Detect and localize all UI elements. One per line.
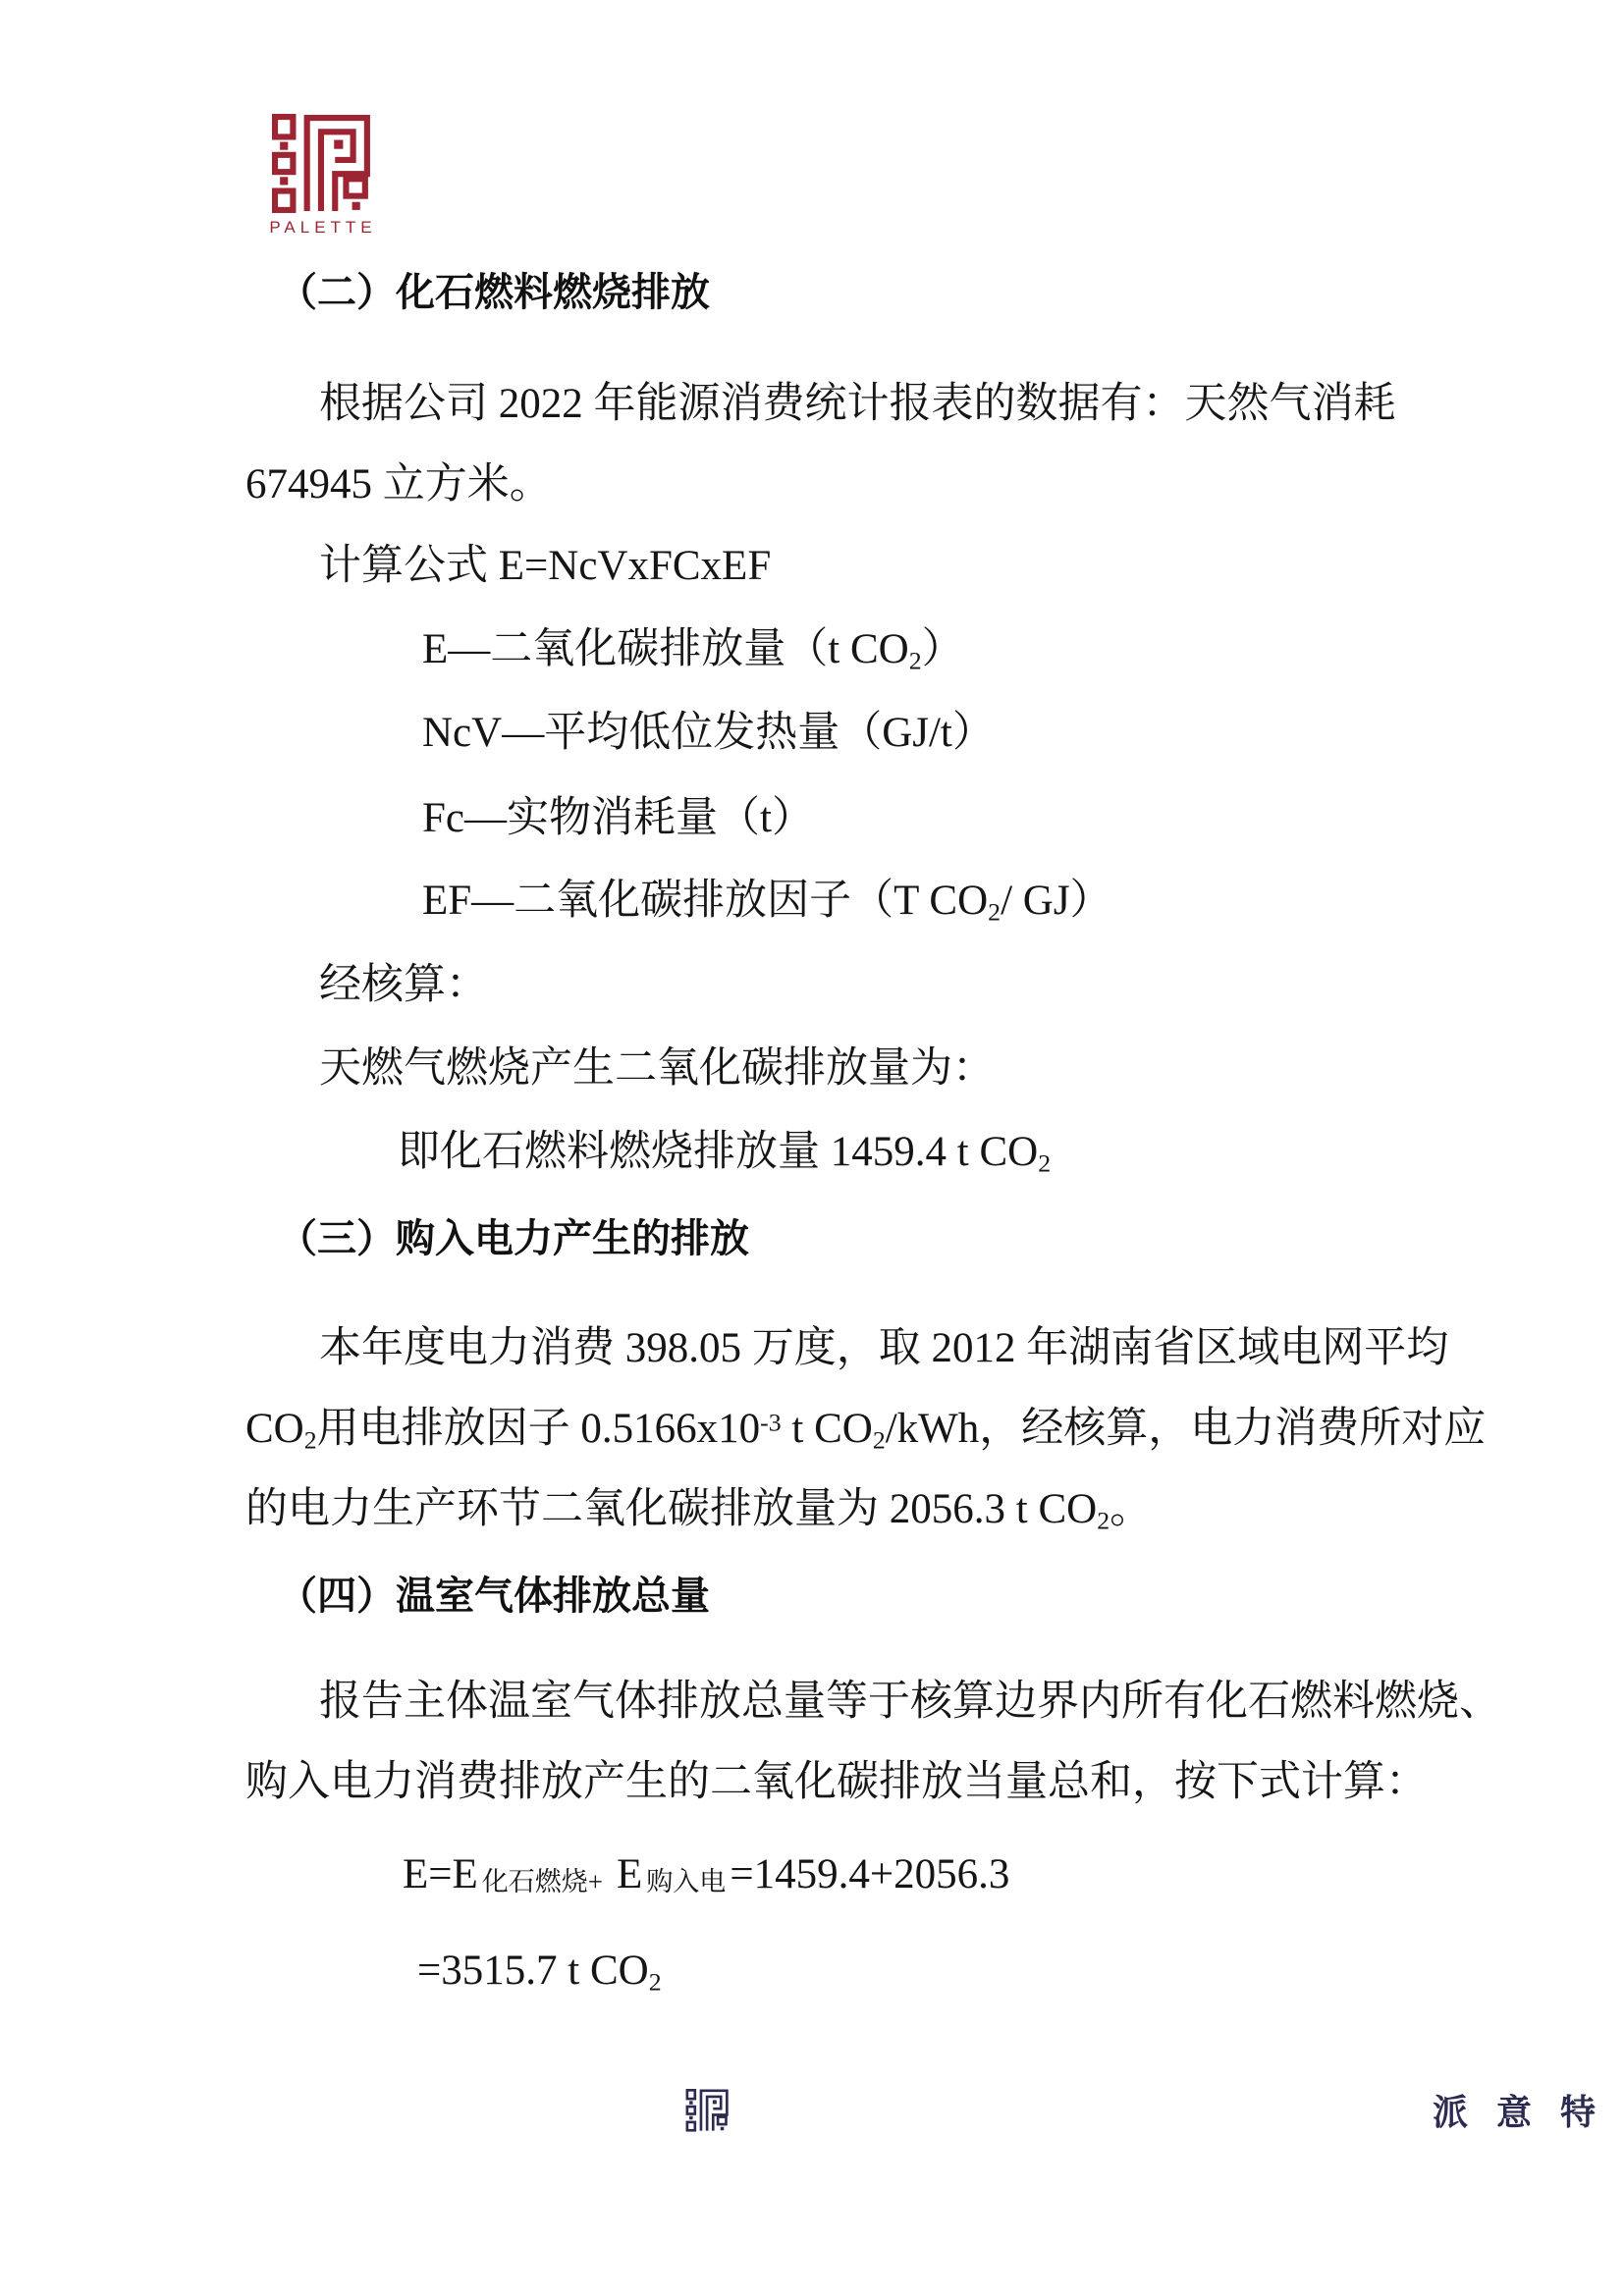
paragraph-energy-data-line2: 674945 立方米。 bbox=[245, 461, 552, 507]
co2-text: CO bbox=[245, 1406, 304, 1452]
co2-subscript: 2 bbox=[872, 1425, 886, 1455]
natural-gas-emission-line: 天燃气燃烧产生二氧化碳排放量为： bbox=[319, 1045, 995, 1092]
co2-subscript: 2 bbox=[908, 646, 922, 675]
definition-e bbox=[422, 626, 964, 675]
fossil-fuel-result-text: 即化石燃料燃烧排放量 1459.4 t CO bbox=[398, 1129, 1039, 1175]
total-formula bbox=[403, 1851, 1009, 1897]
footer-brand-text: 派意特 bbox=[1432, 2092, 1624, 2132]
definition-ef bbox=[422, 878, 1112, 927]
formula-subscript-electricity: 购入电 bbox=[646, 1867, 727, 1896]
definition-ncv: NcV—平均低位发热量（GJ/t） bbox=[422, 710, 995, 756]
paragraph-energy-data-line1: 根据公司 2022 年能源消费统计报表的数据有：天然气消耗 bbox=[319, 381, 1396, 427]
formula-e-equals: E=E bbox=[403, 1851, 478, 1897]
footer-brand bbox=[0, 2085, 1624, 2135]
fossil-fuel-result bbox=[398, 1129, 1052, 1178]
emission-factor-text: 用电排放因子 0.5166x10 bbox=[316, 1406, 761, 1452]
formula-sum: =1459.4+2056.3 bbox=[730, 1851, 1010, 1897]
electricity-paragraph-line1: 本年度电力消费 398.05 万度，取 2012 年湖南省区域电网平均 bbox=[319, 1325, 1449, 1371]
co2-subscript: 2 bbox=[1038, 1148, 1052, 1178]
electricity-paragraph-line2 bbox=[245, 1406, 1487, 1455]
palette-logo-wordmark: PALETTE bbox=[269, 218, 377, 237]
period: 。 bbox=[1110, 1486, 1153, 1532]
formula-e2: E bbox=[617, 1851, 643, 1897]
paiyite-logo-icon bbox=[685, 2089, 731, 2132]
palette-logo bbox=[267, 114, 379, 238]
co2-subscript: 2 bbox=[303, 1425, 317, 1455]
co2-subscript: 2 bbox=[1097, 1506, 1110, 1535]
total-paragraph-line1: 报告主体温室气体排放总量等于核算边界内所有化石燃料燃烧、 bbox=[319, 1679, 1501, 1725]
definition-e-close: ） bbox=[921, 626, 964, 672]
check-intro: 经核算： bbox=[319, 962, 488, 1008]
section-heading-purchased-electricity: （三）购入电力产生的排放 bbox=[278, 1217, 749, 1260]
total-paragraph-line2: 购入电力消费排放产生的二氧化碳排放当量总和，按下式计算： bbox=[245, 1759, 1428, 1805]
co2-subscript: 2 bbox=[988, 897, 1001, 927]
section-heading-fossil-fuel-emissions: （二）化石燃料燃烧排放 bbox=[278, 271, 710, 314]
formula-intro: 计算公式 E=NcVxFCxEF bbox=[319, 543, 772, 589]
unit-t-co: t CO bbox=[781, 1406, 873, 1452]
definition-ef-close: / GJ） bbox=[1001, 878, 1112, 924]
unit-kwh-tail: /kWh，经核算，电力消费所对应 bbox=[885, 1406, 1487, 1452]
definition-fc: Fc—实物消耗量（t） bbox=[422, 795, 814, 841]
electricity-paragraph-line3 bbox=[245, 1486, 1153, 1535]
definition-ef-text: EF—二氧化碳排放因子（T CO bbox=[422, 878, 989, 924]
section-heading-total-ghg: （四）温室气体排放总量 bbox=[278, 1575, 710, 1618]
exponent: -3 bbox=[760, 1408, 782, 1437]
total-result-text: =3515.7 t CO bbox=[417, 1948, 649, 1994]
definition-e-text: E—二氧化碳排放量（t CO bbox=[422, 626, 909, 672]
total-result bbox=[417, 1948, 662, 1997]
co2-subscript: 2 bbox=[648, 1967, 662, 1997]
palette-logo-icon bbox=[268, 114, 378, 214]
electricity-result-text: 的电力生产环节二氧化碳排放量为 2056.3 t CO bbox=[245, 1486, 1098, 1532]
formula-subscript-fossil: 化石燃烧+ bbox=[481, 1867, 604, 1896]
